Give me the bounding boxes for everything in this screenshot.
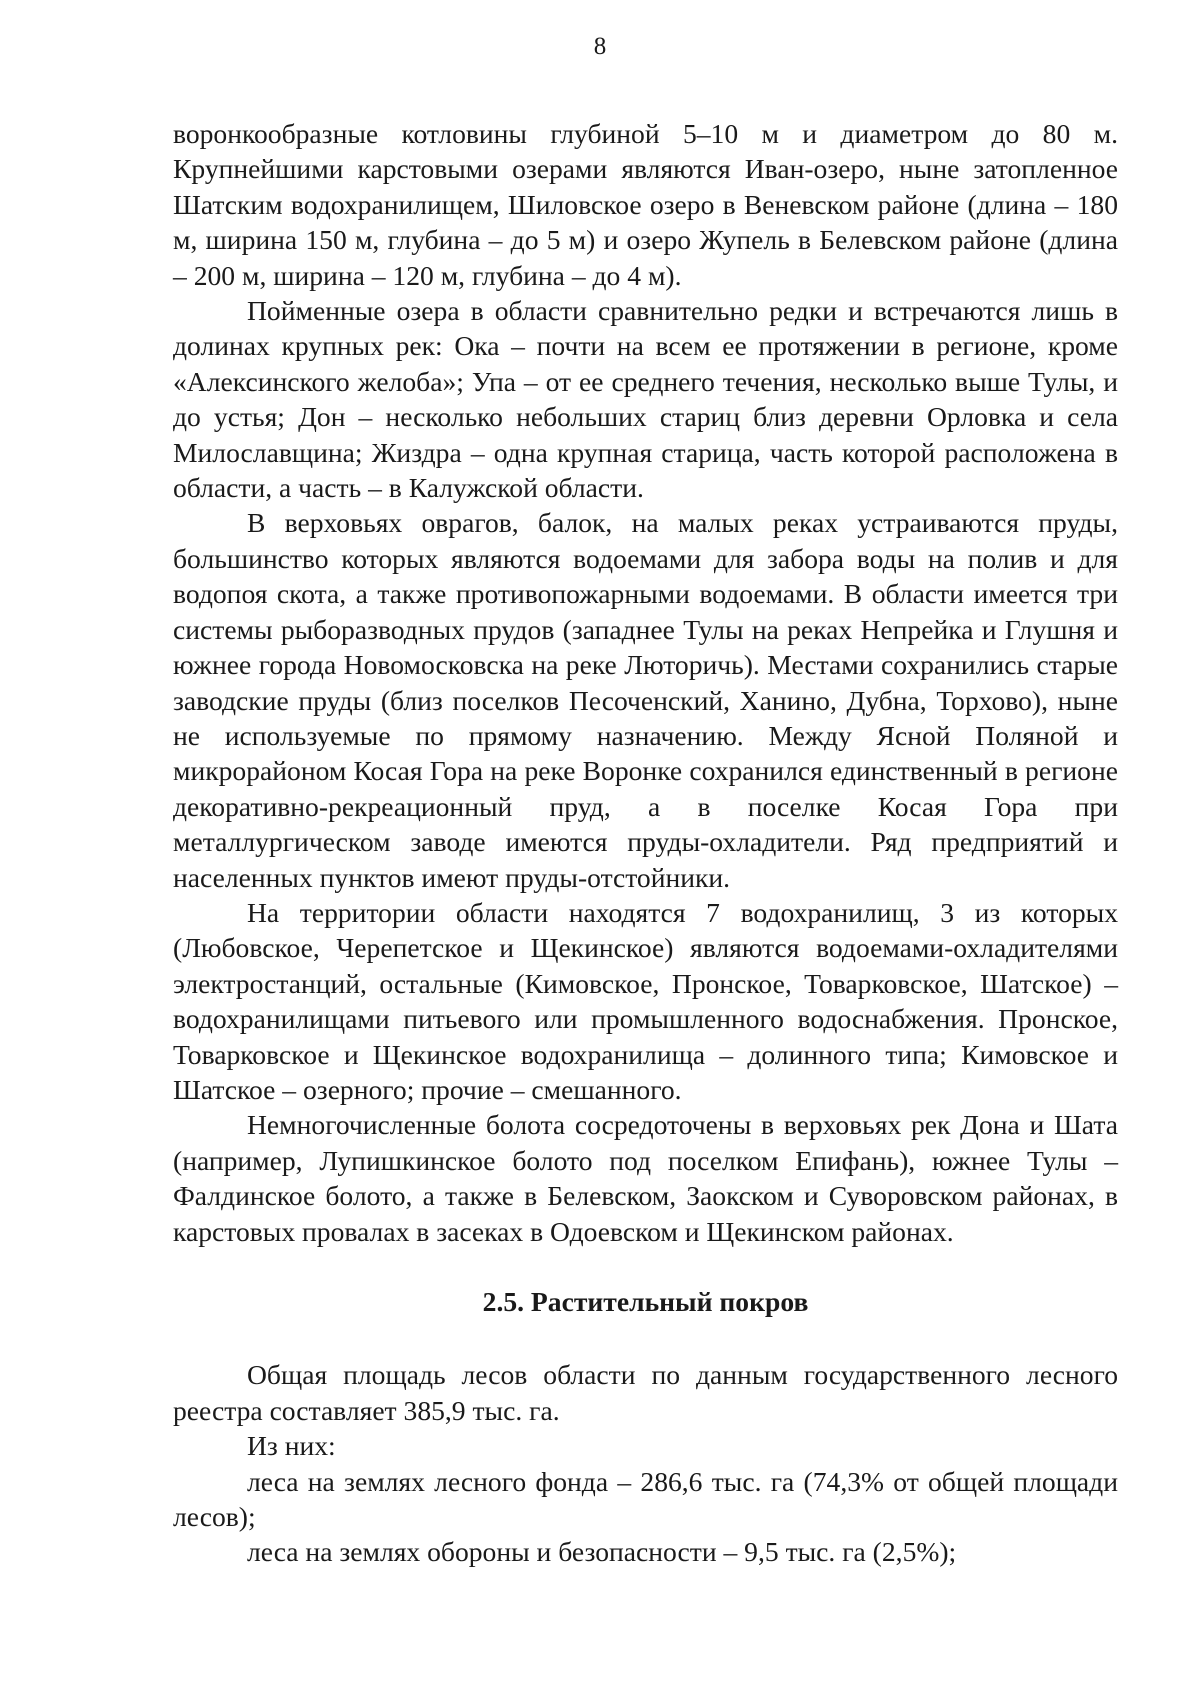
paragraph-continuation: воронкообразные котловины глубиной 5–10 м и диаметром до 80 м. Крупнейшими карстовыми озерами являются Иван-озеро, ныне затопленное Шатским водохранилищем, Шиловское озеро в Веневском районе (длина – 180 м, ширина 150 м, глубина – до 5 м) и озеро Жупель в Белевском районе (длина – 200 м, ширина – 120 м, глубина – до 4 м). bbox=[173, 118, 1118, 291]
paragraph-ponds: В верховьях оврагов, балок, на малых реках устраиваются пруды, большинство которых являются водоемами для забора воды на полив и для водопоя скота, а также противопожарными водоемами. В области имеется три системы рыборазводных прудов (западнее Тулы на реках Непрейка и Глушня и южнее города Новомосковска на реке Люторичь). Местами сохранились старые заводские пруды (близ поселков Песоченский, Ханино, Дубна, Торхово), ныне не используемые по прямому назначению. Между Ясной Поляной и микрорайоном Косая Гора на реке Воронке сохранился единственный в регионе декоративно-рекреационный пруд, а в поселке Косая Гора при металлургическом заводе имеются пруды-охладители. Ряд предприятий и населенных пунктов имеют пруды-отстойники. bbox=[173, 507, 1118, 893]
paragraph-floodplain-lakes: Пойменные озера в области сравнительно редки и встречаются лишь в долинах крупных рек: Ока – почти на всем ее протяжении в регионе, кроме «Алексинского желоба»; Упа – от ее среднего течения, несколько выше Тулы, и до устья; Дон – несколько небольших стариц близ деревни Орловка и села Милославщина; Жиздра – одна крупная старица, часть которой расположена в области, а часть – в Калужской области. bbox=[173, 295, 1118, 504]
document-body bbox=[173, 116, 1118, 1570]
paragraph-forest-area: Общая площадь лесов области по данным государственного лесного реестра составляет 385,9 тыс. га. bbox=[173, 1359, 1118, 1426]
paragraph-swamps: Немногочисленные болота сосредоточены в верховьях рек Дона и Шата (например, Лупишкинское болото под поселком Епифань), южнее Тулы – Фалдинское болото, а также в Белевском, Заокском и Суворовском районах, в карстовых провалах в засеках в Одоевском и Щекинском районах. bbox=[173, 1109, 1118, 1247]
paragraph-of-them: Из них: bbox=[247, 1430, 336, 1462]
paragraph-reservoirs: На территории области находятся 7 водохранилищ, 3 из которых (Любовское, Черепетское и Щекинское) являются водоемами-охладителями электростанций, остальные (Кимовское, Пронское, Товарковское, Шатское) – водохранилищами питьевого или промышленного водоснабжения. Пронское, Товарковское и Щекинское водохранилища – долинного типа; Кимовское и Шатское – озерного; прочие – смешанного. bbox=[173, 896, 1118, 1105]
list-item-defense-lands: леса на землях обороны и безопасности – 9,5 тыс. га (2,5%); bbox=[247, 1536, 957, 1568]
page-number: 8 bbox=[593, 33, 607, 60]
list-item-forest-fund: леса на землях лесного фонда – 286,6 тыс. га (74,3% от общей площади лесов); bbox=[173, 1465, 1118, 1533]
section-heading: 2.5. Растительный покров bbox=[482, 1286, 809, 1317]
